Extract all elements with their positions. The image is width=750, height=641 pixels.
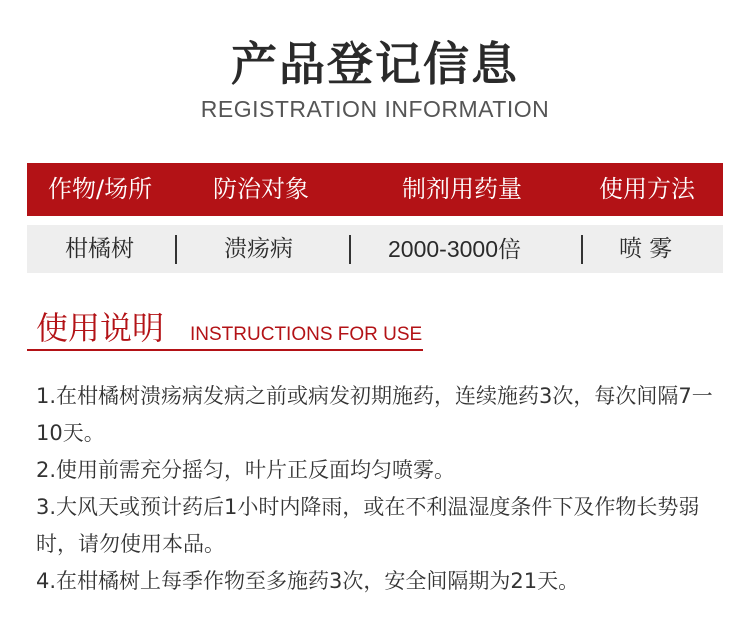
registration-table-header <box>27 163 723 216</box>
instructions-title: 使用说明 <box>36 309 165 347</box>
page-subtitle: REGISTRATION INFORMATION <box>200 96 550 122</box>
header-target: 防治对象 <box>213 175 309 203</box>
header-dosage: 制剂用药量 <box>402 175 522 203</box>
page-title: 产品登记信息 <box>231 37 519 91</box>
cell-crop: 柑橘树 <box>65 236 134 262</box>
instruction-item: 2.使用前需充分摇匀，叶片正反面均匀喷雾。 <box>36 458 456 482</box>
cell-method: 喷 雾 <box>619 236 673 262</box>
column-divider <box>581 235 583 264</box>
column-divider <box>175 235 177 264</box>
instructions-list <box>36 378 716 600</box>
instruction-item: 4.在柑橘树上每季作物至多施药3次，安全间隔期为21天。 <box>36 569 580 593</box>
cell-target: 溃疡病 <box>224 236 293 262</box>
registration-table-row <box>27 225 723 273</box>
instructions-underline <box>27 349 423 351</box>
header-method: 使用方法 <box>599 175 695 203</box>
instruction-item: 3.大风天或预计药后1小时内降雨，或在不利温湿度条件下及作物长势弱时，请勿使用本品。 <box>36 495 700 556</box>
cell-dosage: 2000-3000倍 <box>388 236 521 262</box>
instruction-item: 1.在柑橘树溃疡病发病之前或病发初期施药，连续施药3次，每次间隔7一10天。 <box>36 384 713 445</box>
column-divider <box>349 235 351 264</box>
header-crop-site: 作物/场所 <box>48 175 153 203</box>
instructions-subtitle: INSTRUCTIONS FOR USE <box>190 324 423 345</box>
